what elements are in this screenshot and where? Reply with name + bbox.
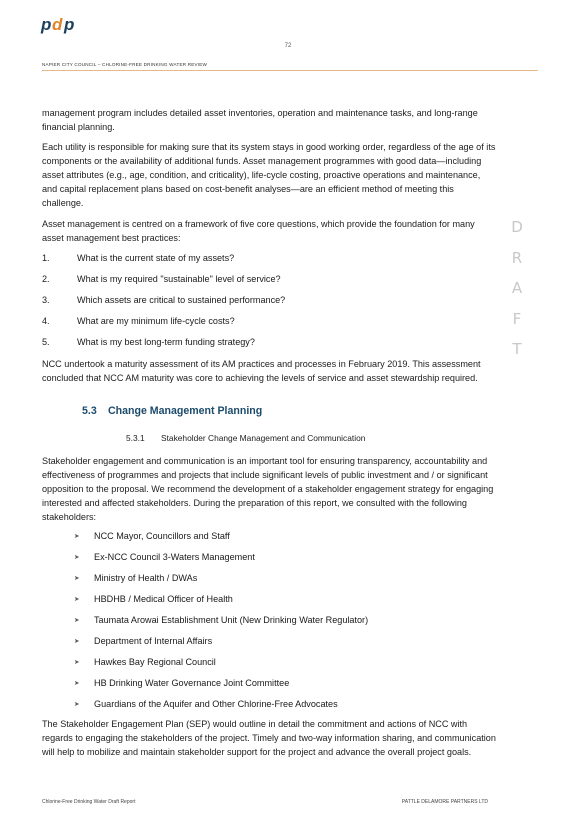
list-number: 1. bbox=[42, 253, 50, 263]
list-item bbox=[74, 655, 494, 676]
running-header: NAPIER CITY COUNCIL – CHLORINE-FREE DRINKING WATER REVIEW bbox=[42, 62, 208, 67]
bullet-arrow-icon: ➤ bbox=[74, 575, 80, 582]
list-text: Which assets are critical to sustained performance? bbox=[77, 295, 286, 305]
list-text: What is my required "sustainable" level of service? bbox=[77, 274, 281, 284]
list-text: Taumata Arowai Establishment Unit (New Drinking Water Regulator) bbox=[94, 615, 369, 625]
list-item bbox=[74, 676, 494, 697]
list-number: 4. bbox=[42, 316, 50, 326]
bullet-arrow-icon: ➤ bbox=[74, 659, 80, 666]
list-number: 5. bbox=[42, 337, 50, 347]
section-title: Change Management Planning bbox=[108, 405, 263, 417]
watermark-letter: A bbox=[511, 279, 523, 297]
list-item bbox=[74, 697, 494, 718]
bullet-arrow-icon: ➤ bbox=[74, 617, 80, 624]
list-item bbox=[74, 592, 494, 613]
list-item bbox=[74, 571, 494, 592]
core-questions-list bbox=[42, 251, 496, 356]
paragraph-stakeholder: Stakeholder engagement and communication is an important tool for ensuring transparency, accountability and effectiveness of programmes and projects that include significant levels of public investment and / or significant opposition to the proposal. We recommend the development of a stakeholder engagement strategy for engaging interested and affected stakeholders. During the preparation of this report, we consulted with the following stakeholders: bbox=[42, 456, 494, 522]
list-item bbox=[74, 550, 494, 571]
page-number: 72 bbox=[284, 43, 292, 49]
stakeholder-list bbox=[74, 529, 494, 718]
watermark-letter: D bbox=[511, 218, 523, 236]
bullet-arrow-icon: ➤ bbox=[74, 533, 80, 540]
list-item bbox=[42, 314, 496, 335]
section-heading bbox=[82, 405, 262, 417]
bullet-arrow-icon: ➤ bbox=[74, 596, 80, 603]
list-number: 2. bbox=[42, 274, 50, 284]
watermark-letter: F bbox=[512, 309, 522, 328]
paragraph-maturity: NCC undertook a maturity assessment of its AM practices and processes in February 2019. This assessment concluded that NCC AM maturity was core to achieving the levels of service and asset stewardship required. bbox=[42, 359, 481, 383]
list-text: Department of Internal Affairs bbox=[94, 636, 213, 646]
list-text: Ex-NCC Council 3-Waters Management bbox=[94, 552, 255, 562]
draft-watermark bbox=[505, 212, 529, 365]
pdp-logo bbox=[40, 14, 80, 36]
list-number: 3. bbox=[42, 295, 50, 305]
list-item bbox=[74, 634, 494, 655]
bullet-arrow-icon: ➤ bbox=[74, 701, 80, 708]
list-text: NCC Mayor, Councillors and Staff bbox=[94, 531, 230, 541]
logo-p-last: p bbox=[64, 15, 75, 34]
subsection-heading bbox=[126, 433, 365, 443]
list-text: Hawkes Bay Regional Council bbox=[94, 657, 216, 667]
logo-d: d bbox=[52, 15, 63, 34]
list-text: What is the current state of my assets? bbox=[77, 253, 235, 263]
paragraph-intro: management program includes detailed asset inventories, operation and maintenance tasks, and long-range financial planning. bbox=[42, 108, 478, 132]
list-text: What are my minimum life-cycle costs? bbox=[77, 316, 235, 326]
list-item bbox=[42, 272, 496, 293]
list-text: What is my best long-term funding strategy? bbox=[77, 337, 255, 347]
list-item bbox=[42, 293, 496, 314]
list-item bbox=[42, 251, 496, 272]
list-text: Ministry of Health / DWAs bbox=[94, 573, 198, 583]
bullet-arrow-icon: ➤ bbox=[74, 554, 80, 561]
footer-report-title: Chlorine-Free Drinking Water Draft Report bbox=[42, 799, 136, 805]
list-text: HB Drinking Water Governance Joint Committee bbox=[94, 678, 290, 688]
footer-company: PATTLE DELAMORE PARTNERS LTD bbox=[401, 799, 488, 805]
bullet-arrow-icon: ➤ bbox=[74, 638, 80, 645]
logo-p-first: p bbox=[41, 15, 52, 34]
watermark-letter: T bbox=[512, 340, 522, 358]
watermark-letter: R bbox=[511, 248, 523, 267]
paragraph-framework: Asset management is centred on a framework of five core questions, which provide the foundation for many asset management best practices: bbox=[42, 219, 475, 243]
list-item bbox=[74, 613, 494, 634]
subsection-title: Stakeholder Change Management and Communication bbox=[161, 433, 366, 443]
list-text: HBDHB / Medical Officer of Health bbox=[94, 594, 233, 604]
bullet-arrow-icon: ➤ bbox=[74, 680, 80, 687]
list-text: Guardians of the Aquifer and Other Chlorine-Free Advocates bbox=[94, 699, 338, 709]
list-item bbox=[74, 529, 494, 550]
subsection-number: 5.3.1 bbox=[126, 433, 145, 443]
header-rule bbox=[42, 70, 538, 71]
list-item bbox=[42, 335, 496, 356]
section-number: 5.3 bbox=[82, 405, 97, 417]
paragraph-sep: The Stakeholder Engagement Plan (SEP) would outline in detail the commitment and actions of NCC with regards to engaging the stakeholders of the project. Timely and two-way information sharing, and communication will help to mobilize and maintain stakeholder support for the project and advance the overall project goals. bbox=[42, 719, 496, 757]
paragraph-utility: Each utility is responsible for making sure that its system stays in good working order, regardless of the age of its components or the availability of additional funds. Asset management programmes with good data—including asset attributes (e.g., age, condition, and criticality), life-cycle costing, proactive operations and maintenance, and capital replacement plans based on cost-benefit analyses—are an efficient method of meeting this challenge. bbox=[42, 142, 496, 208]
